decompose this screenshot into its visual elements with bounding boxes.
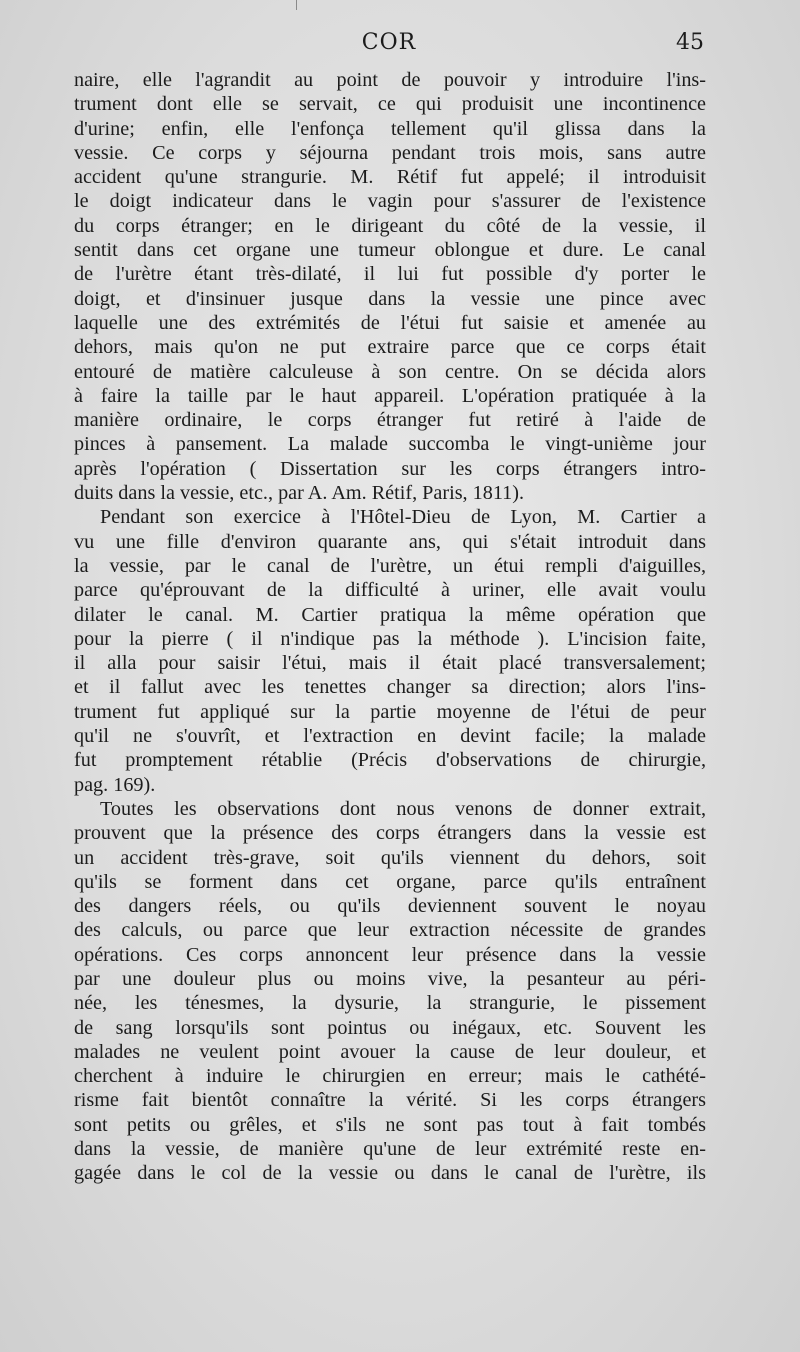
text-line: malades ne veulent point avouer la cause de leur douleur, et: [74, 1040, 706, 1063]
text-line: la vessie, par le canal de l'urètre, un étui rempli d'aiguilles,: [74, 554, 706, 577]
text-line: née, les ténesmes, la dysurie, la strangurie, le pissement: [74, 992, 706, 1015]
text-line: vu une fille d'environ quarante ans, qui s'était introduit dans: [74, 530, 706, 553]
running-head: COR: [361, 30, 417, 55]
text-line: gagée dans le col de la vessie ou dans le canal de l'urètre, ils: [74, 1162, 706, 1185]
text-line: sentit dans cet organe une tumeur oblongue et dure. Le canal: [74, 239, 706, 262]
text-line: dilater le canal. M. Cartier pratiqua la même opération que: [74, 603, 706, 626]
text-line: prouvent que la présence des corps étrangers dans la vessie est: [74, 822, 706, 845]
text-line: Toutes les observations dont nous venons de donner extrait,: [100, 797, 706, 820]
text-line: qu'ils se forment dans cet organe, parce qu'ils entraînent: [74, 870, 706, 893]
paper-speck: [296, 0, 297, 10]
text-line: pag. 169).: [74, 773, 156, 796]
text-line: pour la pierre ( il n'indique pas la méthode ). L'incision faite,: [74, 627, 706, 650]
text-line: le doigt indicateur dans le vagin pour s'assurer de l'existence: [74, 190, 706, 213]
text-line: trument dont elle se servait, ce qui produisit une incontinence: [74, 93, 706, 116]
text-line: opérations. Ces corps annoncent leur présence dans la vessie: [74, 943, 706, 966]
page-header: [74, 30, 704, 64]
text-line: laquelle une des extrémités de l'étui fut saisie et amenée au: [74, 311, 706, 334]
text-line: trument fut appliqué sur la partie moyenne de l'étui de peur: [74, 700, 706, 723]
text-line: il alla pour saisir l'étui, mais il était placé transversalement;: [74, 652, 706, 675]
text-line: d'urine; enfin, elle l'enfonça tellement qu'il glissa dans la: [74, 117, 706, 140]
page-number: 45: [676, 30, 704, 55]
text-line: de l'urètre étant très-dilaté, il lui fut possible d'y porter le: [74, 263, 706, 286]
text-line: pinces à pansement. La malade succomba le vingt-unième jour: [74, 433, 706, 456]
text-line: sont petits ou grêles, et s'ils ne sont pas tout à fait tombés: [74, 1113, 706, 1136]
text-line: qu'il ne s'ouvrît, et l'extraction en devint facile; la malade: [74, 725, 706, 748]
text-line: cherchent à induire le chirurgien en erreur; mais le cathété-: [74, 1065, 706, 1088]
text-line: manière ordinaire, le corps étranger fut retiré à l'aide de: [74, 409, 706, 432]
text-line: des calculs, ou parce que leur extraction nécessite de grandes: [74, 919, 706, 942]
text-line: risme fait bientôt connaître la vérité. Si les corps étrangers: [74, 1089, 706, 1112]
text-line: doigt, et d'insinuer jusque dans la vessie une pince avec: [74, 287, 706, 310]
text-line: naire, elle l'agrandit au point de pouvoir y introduire l'ins-: [74, 69, 706, 91]
text-line: entouré de matière calculeuse à son centre. On se décida alors: [74, 360, 706, 383]
text-line: dans la vessie, de manière qu'une de leur extrémité reste en-: [74, 1138, 706, 1161]
text-line: du corps étranger; en le dirigeant du côté de la vessie, il: [74, 214, 706, 237]
text-line: accident qu'une strangurie. M. Rétif fut appelé; il introduisit: [74, 166, 706, 189]
text-line: des dangers réels, ou qu'ils deviennent souvent le noyau: [74, 895, 706, 918]
text-line: duits dans la vessie, etc., par A. Am. Rétif, Paris, 1811).: [74, 482, 525, 505]
text-line: parce qu'éprouvant de la difficulté à uriner, elle avait voulu: [74, 579, 706, 602]
text-line: vessie. Ce corps y séjourna pendant trois mois, sans autre: [74, 141, 706, 164]
text-line: après l'opération ( Dissertation sur les corps étrangers intro-: [74, 457, 706, 480]
body-text: [74, 68, 706, 1186]
text-line: un accident très-grave, soit qu'ils viennent du dehors, soit: [74, 846, 706, 869]
text-line: de sang lorsqu'ils sont pointus ou inégaux, etc. Souvent les: [74, 1016, 706, 1039]
text-line: à faire la taille par le haut appareil. L'opération pratiquée à la: [74, 384, 706, 407]
text-line: et il fallut avec les tenettes changer sa direction; alors l'ins-: [74, 676, 706, 699]
text-line: fut promptement rétablie (Précis d'observations de chirurgie,: [74, 749, 706, 772]
text-line: Pendant son exercice à l'Hôtel-Dieu de Lyon, M. Cartier a: [100, 506, 706, 529]
text-line: dehors, mais qu'on ne put extraire parce que ce corps était: [74, 336, 706, 359]
text-line: par une douleur plus ou moins vive, la pesanteur au péri-: [74, 967, 706, 990]
